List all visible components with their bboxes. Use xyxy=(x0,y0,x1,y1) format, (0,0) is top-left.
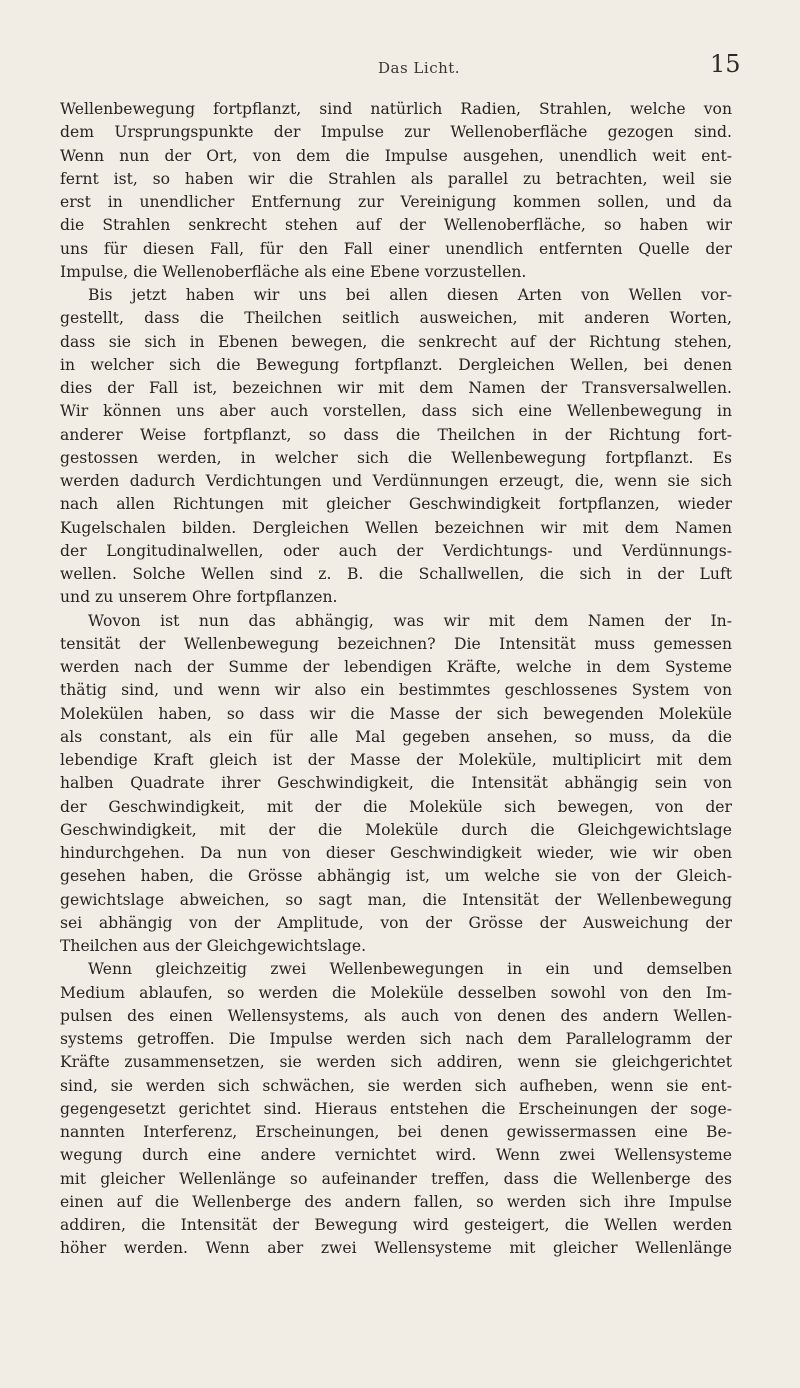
page-number: 15 xyxy=(710,50,741,78)
text-line: gesehen haben, die Grösse abhängig ist, um welche sie von der Gleich- xyxy=(60,867,732,886)
paragraph-start-line: Wovon ist nun das abhängig, was wir mit dem Namen der In- xyxy=(88,611,732,630)
text-line: Kugelschalen bilden. Dergleichen Wellen bezeichnen wir mit dem Namen xyxy=(60,518,732,537)
text-line: gestellt, dass die Theilchen seitlich ausweichen, mit anderen Worten, xyxy=(60,309,732,328)
text-line: lebendige Kraft gleich ist der Masse der Moleküle, multiplicirt mit dem xyxy=(60,751,732,769)
running-head xyxy=(0,50,800,90)
text-line: halben Quadrate ihrer Geschwindigkeit, die Intensität abhängig sein von xyxy=(60,774,732,793)
text-line: werden nach der Summe der lebendigen Kräfte, welche in dem Systeme xyxy=(60,658,732,676)
text-line: Wenn nun der Ort, von dem die Impulse ausgehen, unendlich weit ent- xyxy=(60,146,732,165)
text-line: dem Ursprungspunkte der Impulse zur Wellenoberfläche gezogen sind. xyxy=(60,123,732,142)
text-line: Wir können uns aber auch vorstellen, dass sich eine Wellenbewegung in xyxy=(60,402,732,421)
text-line: Kräfte zusammensetzen, sie werden sich addiren, wenn sie gleichgerichtet xyxy=(60,1053,732,1072)
text-line: der Geschwindigkeit, mit der die Moleküle sich bewegen, von der xyxy=(60,797,732,816)
text-line: uns für diesen Fall, für den Fall einer unendlich entfernten Quelle der xyxy=(60,239,732,258)
text-line: gegengesetzt gerichtet sind. Hieraus entstehen die Erscheinungen der soge- xyxy=(60,1099,732,1118)
text-line: hindurchgehen. Da nun von dieser Geschwindigkeit wieder, wie wir oben xyxy=(60,844,732,862)
text-line: werden dadurch Verdichtungen und Verdünnungen erzeugt, die, wenn sie sich xyxy=(60,472,732,490)
text-line: und zu unserem Ohre fortpflanzen. xyxy=(60,588,338,607)
text-line: pulsen des einen Wellensystems, als auch von denen des andern Wellen- xyxy=(60,1006,732,1025)
body-text xyxy=(60,98,732,1261)
text-line: in welcher sich die Bewegung fortpflanzt. Dergleichen Wellen, bei denen xyxy=(60,355,732,374)
text-line: nach allen Richtungen mit gleicher Geschwindigkeit fortpflanzen, wieder xyxy=(60,495,732,514)
text-line: die Strahlen senkrecht stehen auf der Wellenoberfläche, so haben wir xyxy=(60,216,732,235)
text-line: addiren, die Intensität der Bewegung wird gesteigert, die Wellen werden xyxy=(60,1216,732,1234)
text-line: einen auf die Wellenberge des andern fallen, so werden sich ihre Impulse xyxy=(60,1192,732,1211)
text-line: sind, sie werden sich schwächen, sie werden sich aufheben, wenn sie ent- xyxy=(60,1076,732,1095)
text-line: Impulse, die Wellenoberfläche als eine Ebene vorzustellen. xyxy=(60,262,527,281)
text-line: fernt ist, so haben wir die Strahlen als parallel zu betrachten, weil sie xyxy=(60,169,732,188)
text-line: Wellenbewegung fortpflanzt, sind natürlich Radien, Strahlen, welche von xyxy=(60,100,732,118)
text-line: nannten Interferenz, Erscheinungen, bei denen gewissermassen eine Be- xyxy=(60,1123,732,1141)
text-line: thätig sind, und wenn wir also ein bestimmtes geschlossenes System von xyxy=(60,681,732,700)
text-line: Medium ablaufen, so werden die Moleküle desselben sowohl von den Im- xyxy=(60,983,732,1002)
text-line: dies der Fall ist, bezeichnen wir mit dem Namen der Transversalwellen. xyxy=(60,379,732,397)
text-line: der Longitudinalwellen, oder auch der Verdichtungs- und Verdünnungs- xyxy=(60,541,732,560)
text-line: dass sie sich in Ebenen bewegen, die senkrecht auf der Richtung stehen, xyxy=(60,332,732,351)
text-line: gewichtslage abweichen, so sagt man, die Intensität der Wellenbewegung xyxy=(60,890,732,909)
text-line: wellen. Solche Wellen sind z. B. die Schallwellen, die sich in der Luft xyxy=(60,565,732,583)
text-line: Theilchen aus der Gleichgewichtslage. xyxy=(60,937,367,955)
text-line: höher werden. Wenn aber zwei Wellensysteme mit gleicher Wellenlänge xyxy=(60,1239,732,1258)
text-line: sei abhängig von der Amplitude, von der Grösse der Ausweichung der xyxy=(60,913,732,932)
running-title: Das Licht. xyxy=(378,59,461,77)
text-line: Molekülen haben, so dass wir die Masse der sich bewegenden Moleküle xyxy=(60,704,732,723)
paragraph-start-line: Bis jetzt haben wir uns bei allen diesen Arten von Wellen vor- xyxy=(88,286,732,304)
text-line: wegung durch eine andere vernichtet wird. Wenn zwei Wellensysteme xyxy=(60,1146,732,1165)
text-line: gestossen werden, in welcher sich die Wellenbewegung fortpflanzt. Es xyxy=(60,448,732,467)
paragraph-start-line: Wenn gleichzeitig zwei Wellenbewegungen in ein und demselben xyxy=(88,960,732,979)
text-line: erst in unendlicher Entfernung zur Vereinigung kommen sollen, und da xyxy=(60,193,732,211)
text-line: systems getroffen. Die Impulse werden sich nach dem Parallelogramm der xyxy=(60,1030,732,1048)
text-line: als constant, als ein für alle Mal gegeben ansehen, so muss, da die xyxy=(60,727,732,746)
text-line: tensität der Wellenbewegung bezeichnen? Die Intensität muss gemessen xyxy=(60,634,732,653)
text-line: mit gleicher Wellenlänge so aufeinander treffen, dass die Wellenberge des xyxy=(60,1169,732,1188)
text-line: anderer Weise fortpflanzt, so dass die Theilchen in der Richtung fort- xyxy=(60,425,732,444)
text-line: Geschwindigkeit, mit der die Moleküle durch die Gleichgewichtslage xyxy=(60,820,732,839)
